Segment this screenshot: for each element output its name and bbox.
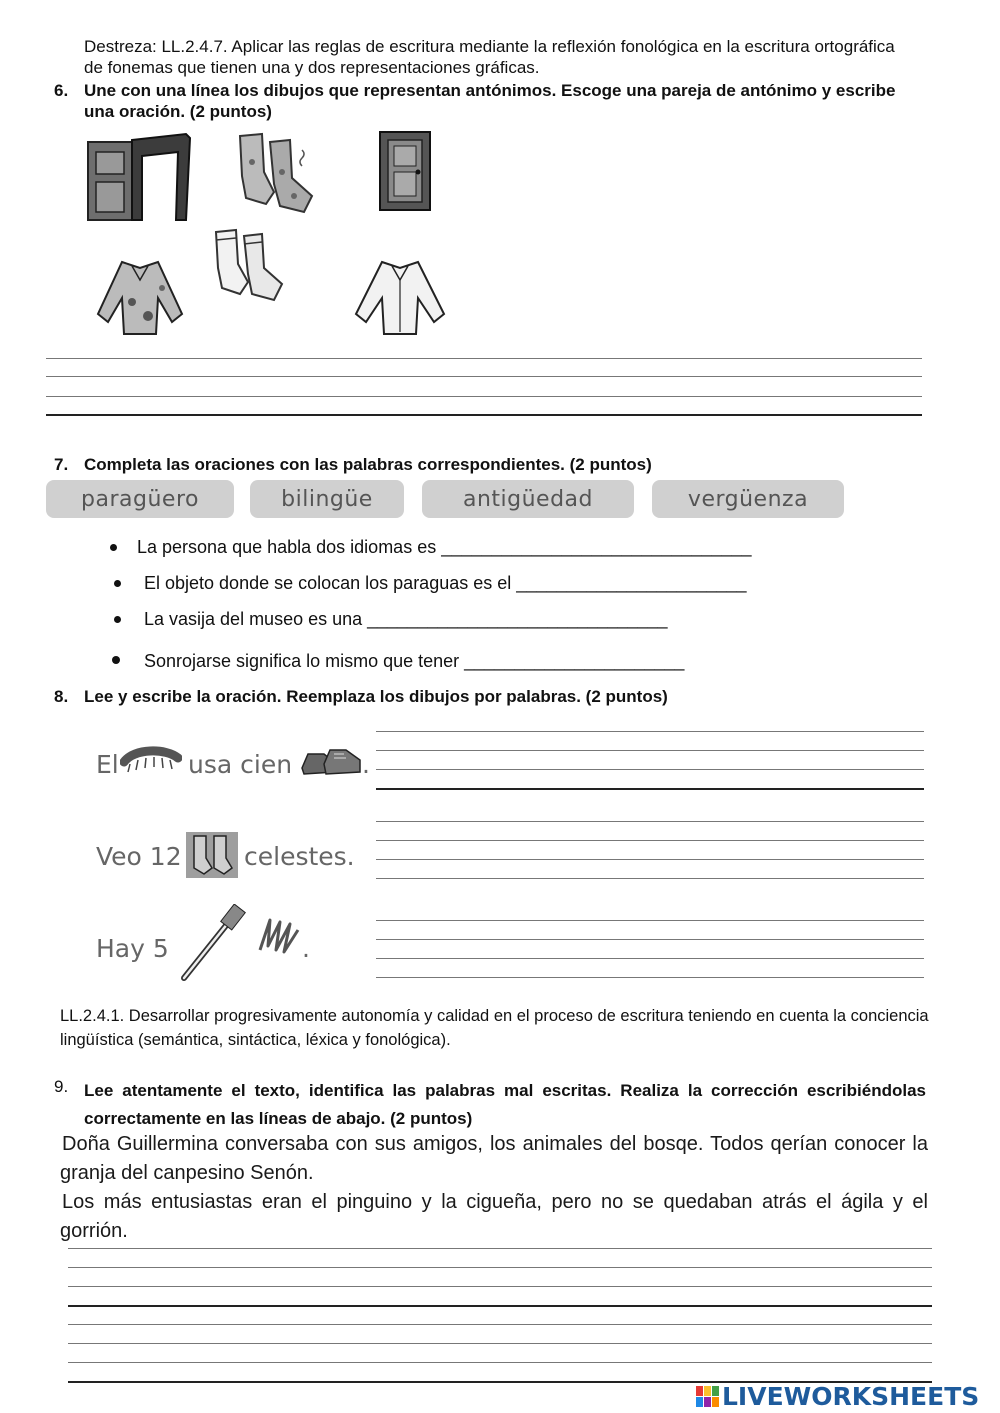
clean-shirt-icon [350,258,450,338]
q6-writing-line[interactable] [46,396,922,397]
q9-paragraph-2: Los más entusiastas eran el pinguino y la cigueña, pero no se quedaban atrás el ágila y el gorrión. [60,1191,928,1242]
q8-instruction: Lee y escribe la oración. Reemplaza los dibujos por palabras. (2 puntos) [84,687,668,706]
q7-number: 7. [54,455,69,474]
q8-writing-line[interactable] [376,859,924,860]
q9-writing-line[interactable] [68,1324,932,1325]
q8-writing-line[interactable] [376,821,924,822]
q8-writing-line[interactable] [376,878,924,879]
q7-item: El objeto donde se colocan los paraguas es el _______________________ [144,573,747,593]
q9-number: 9. [54,1077,69,1096]
watermark-text: LIVEWORKSHEETS [722,1382,980,1411]
q7-instruction: Completa las oraciones con las palabras correspondientes. (2 puntos) [84,455,652,474]
q7-item: La vasija del museo es una ______________________________ [144,609,668,629]
q9-instruction: Lee atentamente el texto, identifica las palabras mal escritas. Realiza la corrección escribiéndolas correctamente en las líneas de abajo. (2 puntos) [84,1081,926,1128]
q9-writing-line[interactable] [68,1267,932,1268]
word-chip: paragüero [46,480,234,518]
centipede-icon [120,744,182,776]
bullet [112,656,120,664]
word-chip: bilingüe [250,480,404,518]
q8-writing-line[interactable] [376,769,924,770]
word-chip: antigüedad [422,480,634,518]
q6-writing-line[interactable] [46,358,922,359]
q9-paragraph-1: Doña Guillermina conversaba con sus amigos, los animales del bosqe. Todos qerían conocer la granja del canpesino Senón. [60,1133,928,1184]
sentence-2-start: Veo 12 [96,842,182,871]
q6-writing-line[interactable] [46,376,922,377]
word-chip: vergüenza [652,480,844,518]
q8-writing-line[interactable] [376,920,924,921]
dirty-shirt-icon [92,258,188,338]
q8-writing-line[interactable] [376,840,924,841]
socks-icon [186,832,238,878]
q9-writing-line[interactable] [68,1248,932,1249]
q6-number: 6. [54,81,69,100]
sentence-3-start: Hay 5 [96,934,169,963]
q8-writing-line[interactable] [376,788,924,790]
sentence-1-start: El [96,750,119,779]
liveworksheets-watermark [696,1382,979,1411]
q7-item: La persona que habla dos idiomas es _______________________________ [137,537,752,557]
open-door-icon [86,130,196,225]
sentence-2-end: celestes. [244,842,355,871]
dirty-socks-icon [232,132,320,217]
q8-writing-line[interactable] [376,958,924,959]
q9-writing-line[interactable] [68,1362,932,1363]
bullet [114,580,121,587]
q9-writing-line[interactable] [68,1286,932,1287]
sentence-1-end: . [362,750,370,779]
skill-header-2: LL.2.4.1. Desarrollar progresivamente autonomía y calidad en el proceso de escritura teniendo en cuenta la conciencia lingüística (semántica, sintáctica, léxica y fonológica). [60,1007,929,1049]
q8-writing-line[interactable] [376,750,924,751]
q6-writing-line[interactable] [46,414,922,416]
bullet [110,544,117,551]
liveworksheets-logo-icon [696,1386,720,1408]
skill-header-1: Destreza: LL.2.4.7. Aplicar las reglas de escritura mediante la reflexión fonológica en la escritura ortográfica de fonemas que tienen una y dos representaciones gráficas. [84,37,895,77]
sentence-1-middle: usa cien [188,750,293,779]
q6-instruction: Une con una línea los dibujos que representan antónimos. Escoge una pareja de antónimo y escribe una oración. (2 puntos) [84,81,896,121]
q8-number: 8. [54,687,69,706]
q7-item: Sonrojarse significa lo mismo que tener ______________________ [144,651,685,671]
bullet [114,616,121,623]
sentence-3-end: . [302,934,310,963]
q8-writing-line[interactable] [376,977,924,978]
q9-writing-line[interactable] [68,1305,932,1307]
q8-writing-line[interactable] [376,731,924,732]
scribble-icon [256,916,304,956]
clean-socks-icon [210,228,290,302]
q9-writing-line[interactable] [68,1343,932,1344]
q8-writing-line[interactable] [376,939,924,940]
shoes-icon [300,744,364,778]
closed-door-icon [378,130,434,214]
toothbrush-icon [176,904,250,984]
